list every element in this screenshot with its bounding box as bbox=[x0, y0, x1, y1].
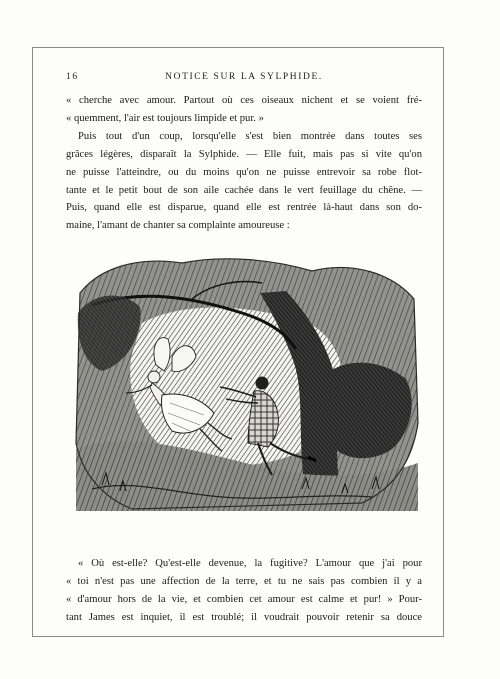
text-line: Puis, quand elle est disparue, quand elle est rentrée là-haut dans son do- bbox=[66, 202, 422, 214]
page-header bbox=[66, 72, 422, 86]
text-line: tant James est inquiet, il est troublé; il voudrait pouvoir retenir sa douce bbox=[66, 611, 422, 623]
text-line: tante et le petit bout de son aile cachée dans le vert feuillage du chêne. — bbox=[66, 184, 422, 196]
text-line: « cherche avec amour. Partout où ces oiseaux nichent et se voient fré- bbox=[66, 95, 422, 106]
engraving-illustration bbox=[72, 253, 420, 515]
text-line: maine, l'amant de chanter sa complainte amoureuse : bbox=[66, 220, 290, 232]
text-line: Puis tout d'un coup, lorsqu'elle s'est bien montrée dans toutes ses bbox=[78, 130, 422, 142]
text-line: « toi n'est pas une affection de la terre, et tu ne sais pas combien il y a bbox=[66, 575, 422, 587]
text-line: « d'amour hors de la vie, et combien cet amour est calme et pur! » Pour- bbox=[66, 593, 422, 605]
text-line: ne puisse l'atteindre, ou du moins qu'on ne puisse entrevoir sa robe flot- bbox=[66, 166, 422, 178]
text-line: « Où est-elle? Qu'est-elle devenue, la fugitive? L'amour que j'ai pour bbox=[78, 558, 422, 569]
page-number: 16 bbox=[66, 72, 79, 82]
text-line: « quemment, l'air est toujours limpide et pur. » bbox=[66, 112, 264, 124]
text-line: grâces légères, disparaît la Sylphide. — Elle fuit, mais pas si vite qu'on bbox=[66, 148, 422, 160]
running-title: NOTICE SUR LA SYLPHIDE. bbox=[165, 72, 323, 82]
text-block-bottom bbox=[66, 555, 422, 627]
text-block-top bbox=[66, 92, 422, 235]
